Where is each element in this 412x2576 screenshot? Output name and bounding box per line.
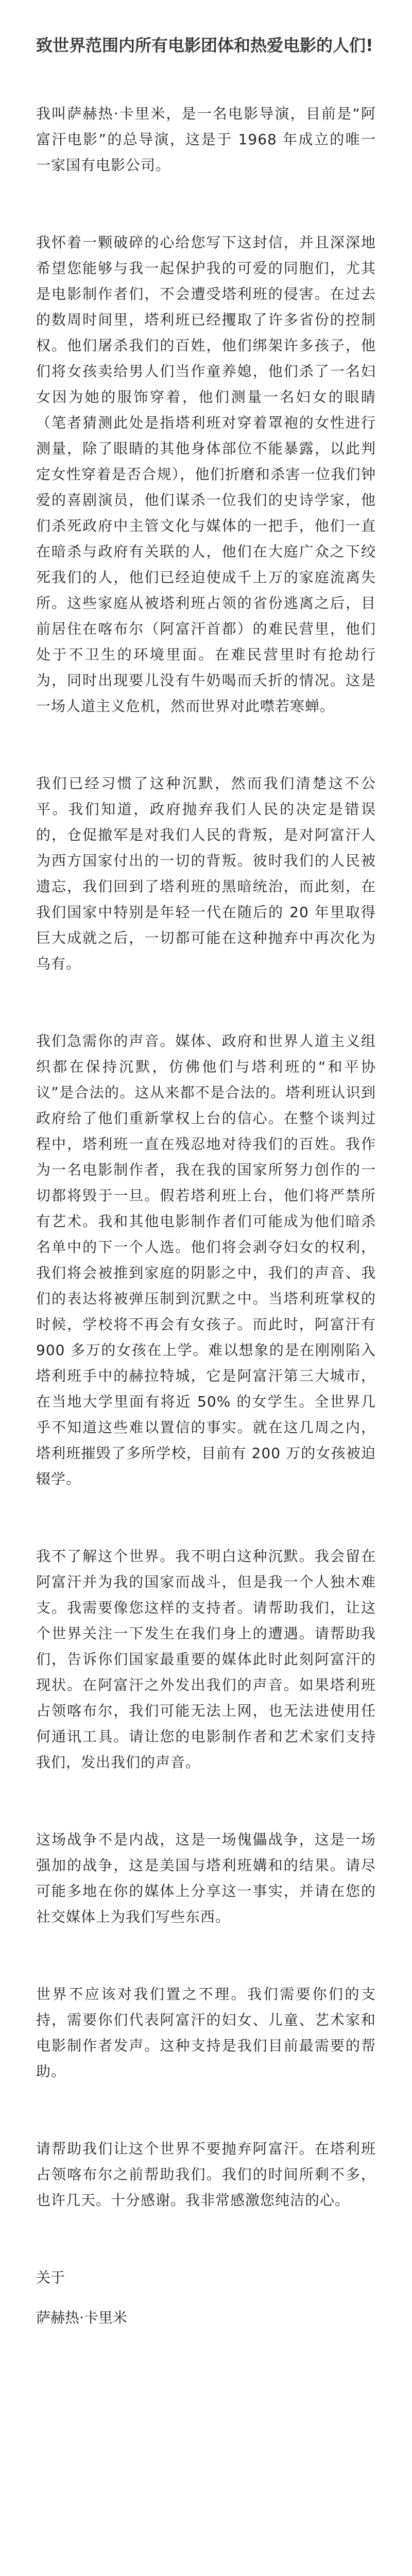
paragraph-war: 这场战争不是内战，这是一场傀儡战争，这是一场强加的战争，这是美国与塔利班媾和的结果。请尽可能多地在你的媒体上分享这一事实，并请在您的社交媒体上为我们写些东西。 — [36, 1831, 376, 1925]
paragraph-situation: 我怀着一颗破碎的心给您写下这封信，并且深深地希望您能够与我一起保护我的可爱的同胞们，尤其是电影制作者们，不会遭受塔利班的侵害。在过去的数周时间里，塔利班已经攫取了许多省份的控制权。他们屠杀我们的百姓，他们绑架许多孩子，他们将女孩卖给男人们当作童养媳，他们杀了一名妇女因为她的服饰穿着，他们测量一名妇女的眼睛（笔者猜测此处是指塔利班对穿着罩袍的女性进行测量，除了眼睛的其他身体部位不能暴露，以此判定女性穿着是否合规），他们折磨和杀害一位我们钟爱的喜剧演员，他们谋杀一位我们的史诗学家，他们杀死政府中主管文化与媒体的一把手，他们一直在暗杀与政府有关联的人，他们在大庭广众之下绞死我们的人，他们已经迫使成千上万的家庭流离失所。这些家庭从被塔利班占领的省份逃离之后，目前居住在喀布尔（阿富汗首都）的难民营里，他们处于不卫生的环境里面。在难民营里时有抢劫行为，同时出现要儿没有牛奶喝而夭折的情况。这是一场人道主义危机，然而世界对此噤若寒蝉。 — [36, 234, 376, 715]
closing-signature: 萨赫热·卡里米 — [36, 2309, 127, 2326]
page-title: 致世界范围内所有电影团体和热爱电影的人们! — [36, 36, 373, 55]
closing-regards: 关于 — [36, 2269, 65, 2286]
paragraph-thanks: 请帮助我们让这个世界不要抛弃阿富汗。在塔利班占领喀布尔之前帮助我们。我们的时间所剩不多，也许几天。十分感谢。我非常感激您纯洁的心。 — [36, 2140, 376, 2209]
paragraph-plea: 我不了解这个世界。我不明白这种沉默。我会留在阿富汗并为我的国家而战斗，但是我一个人独木难支。我需要像您这样的支持者。请帮助我们，让这个世界关注一下发生在我们身上的遭遇。请帮助我们，告诉你们国家最重要的媒体此时此刻阿富汗的现状。在阿富汗之外发出我们的声音。如果塔利班占领喀布尔，我们可能无法上网，也无法进使用任何通讯工具。请让您的电影制作者和艺术家们支持我们，发出我们的声音。 — [36, 1548, 376, 1771]
paragraph-urgent-need: 我们急需你的声音。媒体、政府和世界人道主义组织都在保持沉默，仿佛他们与塔利班的“和平协议”是合法的。这从来都不是合法的。塔利班认识到政府给了他们重新掌权上台的信心。在整个谈判过程中，塔利班一直在残忍地对待我们的百姓。我作为一名电影制作者，我在我的国家所努力创作的一切都将毁于一旦。假若塔利班上台，他们将严禁所有艺术。我和其他电影制作者们可能成为他们暗杀名单中的下一个人选。他们将会剥夺妇女的权利，我们将会被推到家庭的阴影之中，我们的声音、我们的表达将被弹压制到沉默之中。当塔利班掌权的时候，学校将不再会有女孩子。而此时，阿富汗有 900 多万的女孩在上学。难以想象的是在刚刚陷入塔利班手中的赫拉特城，它是阿富汗第三大城市，在当地大学里面有将近 50% 的女学生。全世界几乎不知道这些难以置信的事实。就在这几周之内，塔利班摧毁了多所学校，目前有 200 万的女孩被迫辍学。 — [36, 1032, 376, 1487]
paragraph-support: 世界不应该对我们置之不理。我们需要你们的支持，需要你们代表阿富汗的妇女、儿童、艺术家和电影制作者发声。这种支持是我们目前最需要的帮助。 — [36, 1986, 376, 2080]
paragraph-silence: 我们已经习惯了这种沉默，然而我们清楚这不公平。我们知道，政府抛弃我们人民的决定是错误的，仓促撤军是对我们人民的背叛，是对阿富汗人为西方国家付出的一切的背叛。彼时我们的人民被遗忘，我们回到了塔利班的黑暗统治，而此刻，在我们国家中特别是年轻一代在随后的 20 年里取得巨大成就之后，一切都可能在这种抛弃中再次化为乌有。 — [36, 775, 376, 972]
paragraph-intro: 我叫萨赫热·卡里米，是一名电影导演，目前是“阿富汗电影”的总导演，这是于 1968 年成立的唯一一家国有电影公司。 — [36, 105, 376, 174]
